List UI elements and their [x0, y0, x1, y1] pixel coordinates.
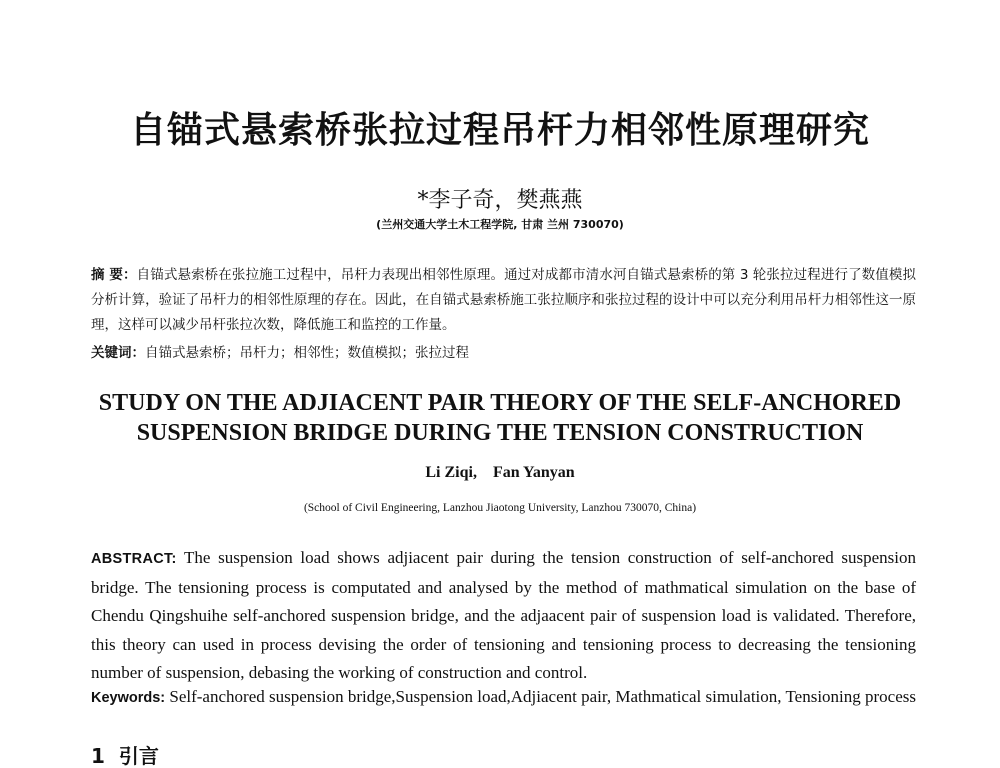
english-title-line-1: STUDY ON THE ADJIACENT PAIR THEORY OF THE SELF-ANCHORED — [98, 390, 902, 416]
chinese-abstract-text: 自锚式悬索桥在张拉施工过程中，吊杆力表现出相邻性原理。通过对成都市清水河自锚式悬索桥的第 3 轮张拉过程进行了数值模拟分析计算，验证了吊杆力的相邻性原理的存在。因此，在自锚式悬索桥施工张拉顺序和张拉过程的设计中可以充分利用吊杆力相邻性这一原理，这样可以减少吊杆张拉次数，降低施工和监控的工作量。 — [91, 267, 917, 333]
chinese-abstract — [91, 263, 916, 338]
english-abstract — [91, 544, 916, 688]
chinese-keywords-text: 自锚式悬索桥；吊杆力；相邻性；数值模拟；张拉过程 — [145, 345, 469, 361]
english-keywords-text: Self-anchored suspension bridge,Suspension load,Adjiacent pair, Mathmatical simulation, Tensioning process — [165, 687, 917, 706]
section-heading: 1 引言 — [91, 744, 159, 768]
english-title — [60, 388, 940, 448]
chinese-authors: *李子奇，樊燕燕 — [417, 188, 583, 213]
english-title-line-2: SUSPENSION BRIDGE DURING THE TENSION CONSTRUCTION — [136, 420, 864, 446]
english-abstract-label: ABSTRACT: — [91, 551, 177, 567]
chinese-abstract-label: 摘 要： — [91, 267, 137, 283]
chinese-keywords — [91, 343, 916, 363]
chinese-title: 自锚式悬索桥张拉过程吊杆力相邻性原理研究 — [129, 110, 870, 151]
chinese-keywords-label: 关键词： — [91, 345, 145, 361]
english-affiliation: (School of Civil Engineering, Lanzhou Jiaotong University, Lanzhou 730070, China) — [303, 502, 697, 514]
english-abstract-text: The suspension load shows adjiacent pair during the tension construction of self-anchored suspension bridge. The tensioning process is computated and analysed by the method of mathmatical simulation on the base of Chendu Qingshuihe self-anchored suspension bridge, and the adjaacent pair of suspension load is validated. Therefore, this theory can used in process devising the order of tensioning and tensioning process to decreasing the tensioning number of suspension, debasing the working of construction and control. — [91, 548, 916, 682]
english-keywords-label: Keywords: — [91, 690, 166, 706]
english-keywords — [91, 686, 916, 709]
chinese-affiliation: (兰州交通大学土木工程学院, 甘肃 兰州 730070) — [376, 218, 624, 231]
english-authors: Li Ziqi, Fan Yanyan — [425, 464, 575, 481]
